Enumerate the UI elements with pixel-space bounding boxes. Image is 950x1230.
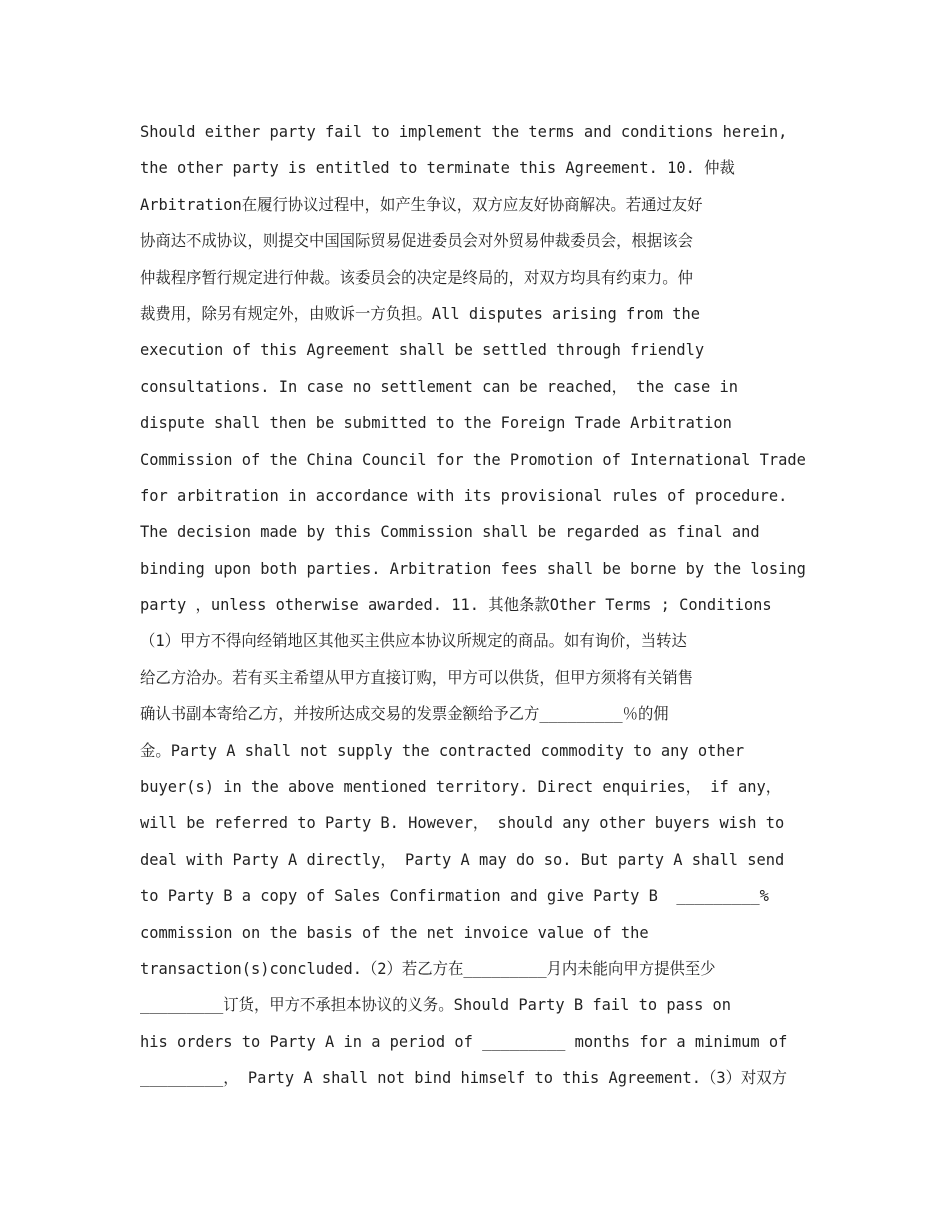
text-line: Arbitration在履行协议过程中，如产生争议，双方应友好协商解决。若通过友好: [140, 194, 703, 214]
text-line: 给乙方洽办。若有买主希望从甲方直接订购，甲方可以供货，但甲方须将有关销售: [140, 667, 693, 687]
text-line: consultations. In case no settlement can be reached， the case in: [140, 376, 738, 396]
text-line: deal with Party A directly， Party A may do so. But party A shall send: [140, 849, 785, 869]
document-body: [140, 114, 840, 1097]
text-line: （1）甲方不得向经销地区其他买主供应本协议所规定的商品。如有询价，当转达: [140, 631, 687, 651]
text-line: 协商达不成协议，则提交中国国际贸易促进委员会对外贸易仲裁委员会，根据该会: [140, 231, 693, 251]
text-line: 裁费用，除另有规定外，由败诉一方负担。All disputes arising from the: [140, 303, 701, 323]
text-line: to Party B a copy of Sales Confirmation and give Party B _________%: [140, 886, 769, 906]
text-line: 金。Party A shall not supply the contracted commodity to any other: [140, 740, 745, 760]
text-line: _________订货，甲方不承担本协议的义务。Should Party B fail to pass on: [140, 995, 732, 1015]
text-line: 仲裁程序暂行规定进行仲裁。该委员会的决定是终局的，对双方均具有约束力。仲: [140, 267, 693, 287]
text-line: for arbitration in accordance with its provisional rules of procedure.: [140, 485, 788, 505]
text-line: dispute shall then be submitted to the Foreign Trade Arbitration: [140, 413, 732, 433]
text-line: buyer(s) in the above mentioned territory. Direct enquiries， if any，: [140, 777, 782, 797]
text-line: his orders to Party A in a period of _________ months for a minimum of: [140, 1031, 788, 1051]
text-line: The decision made by this Commission shall be regarded as final and: [140, 522, 760, 542]
text-line: will be referred to Party B. However， should any other buyers wish to: [140, 813, 785, 833]
text-line: _________， Party A shall not bind himself to this Agreement.（3）对双方: [140, 1068, 788, 1088]
text-line: party ，unless otherwise awarded. 11. 其他条款Other Terms ; Conditions: [140, 595, 772, 615]
text-line: execution of this Agreement shall be settled through friendly: [140, 340, 705, 360]
text-line: Should either party fail to implement the terms and conditions herein,: [140, 122, 788, 141]
text-line: 确认书副本寄给乙方，并按所达成交易的发票金额给予乙方_________％的佣: [140, 704, 669, 724]
text-line: commission on the basis of the net invoice value of the: [140, 922, 649, 942]
text-line: transaction(s)concluded.（2）若乙方在_________月内未能向甲方提供至少: [140, 958, 716, 978]
text-line: Commission of the China Council for the Promotion of International Trade: [140, 449, 806, 469]
text-line: the other party is entitled to terminate this Agreement. 10. 仲裁: [140, 158, 735, 178]
text-line: binding upon both parties. Arbitration fees shall be borne by the losing: [140, 558, 806, 578]
